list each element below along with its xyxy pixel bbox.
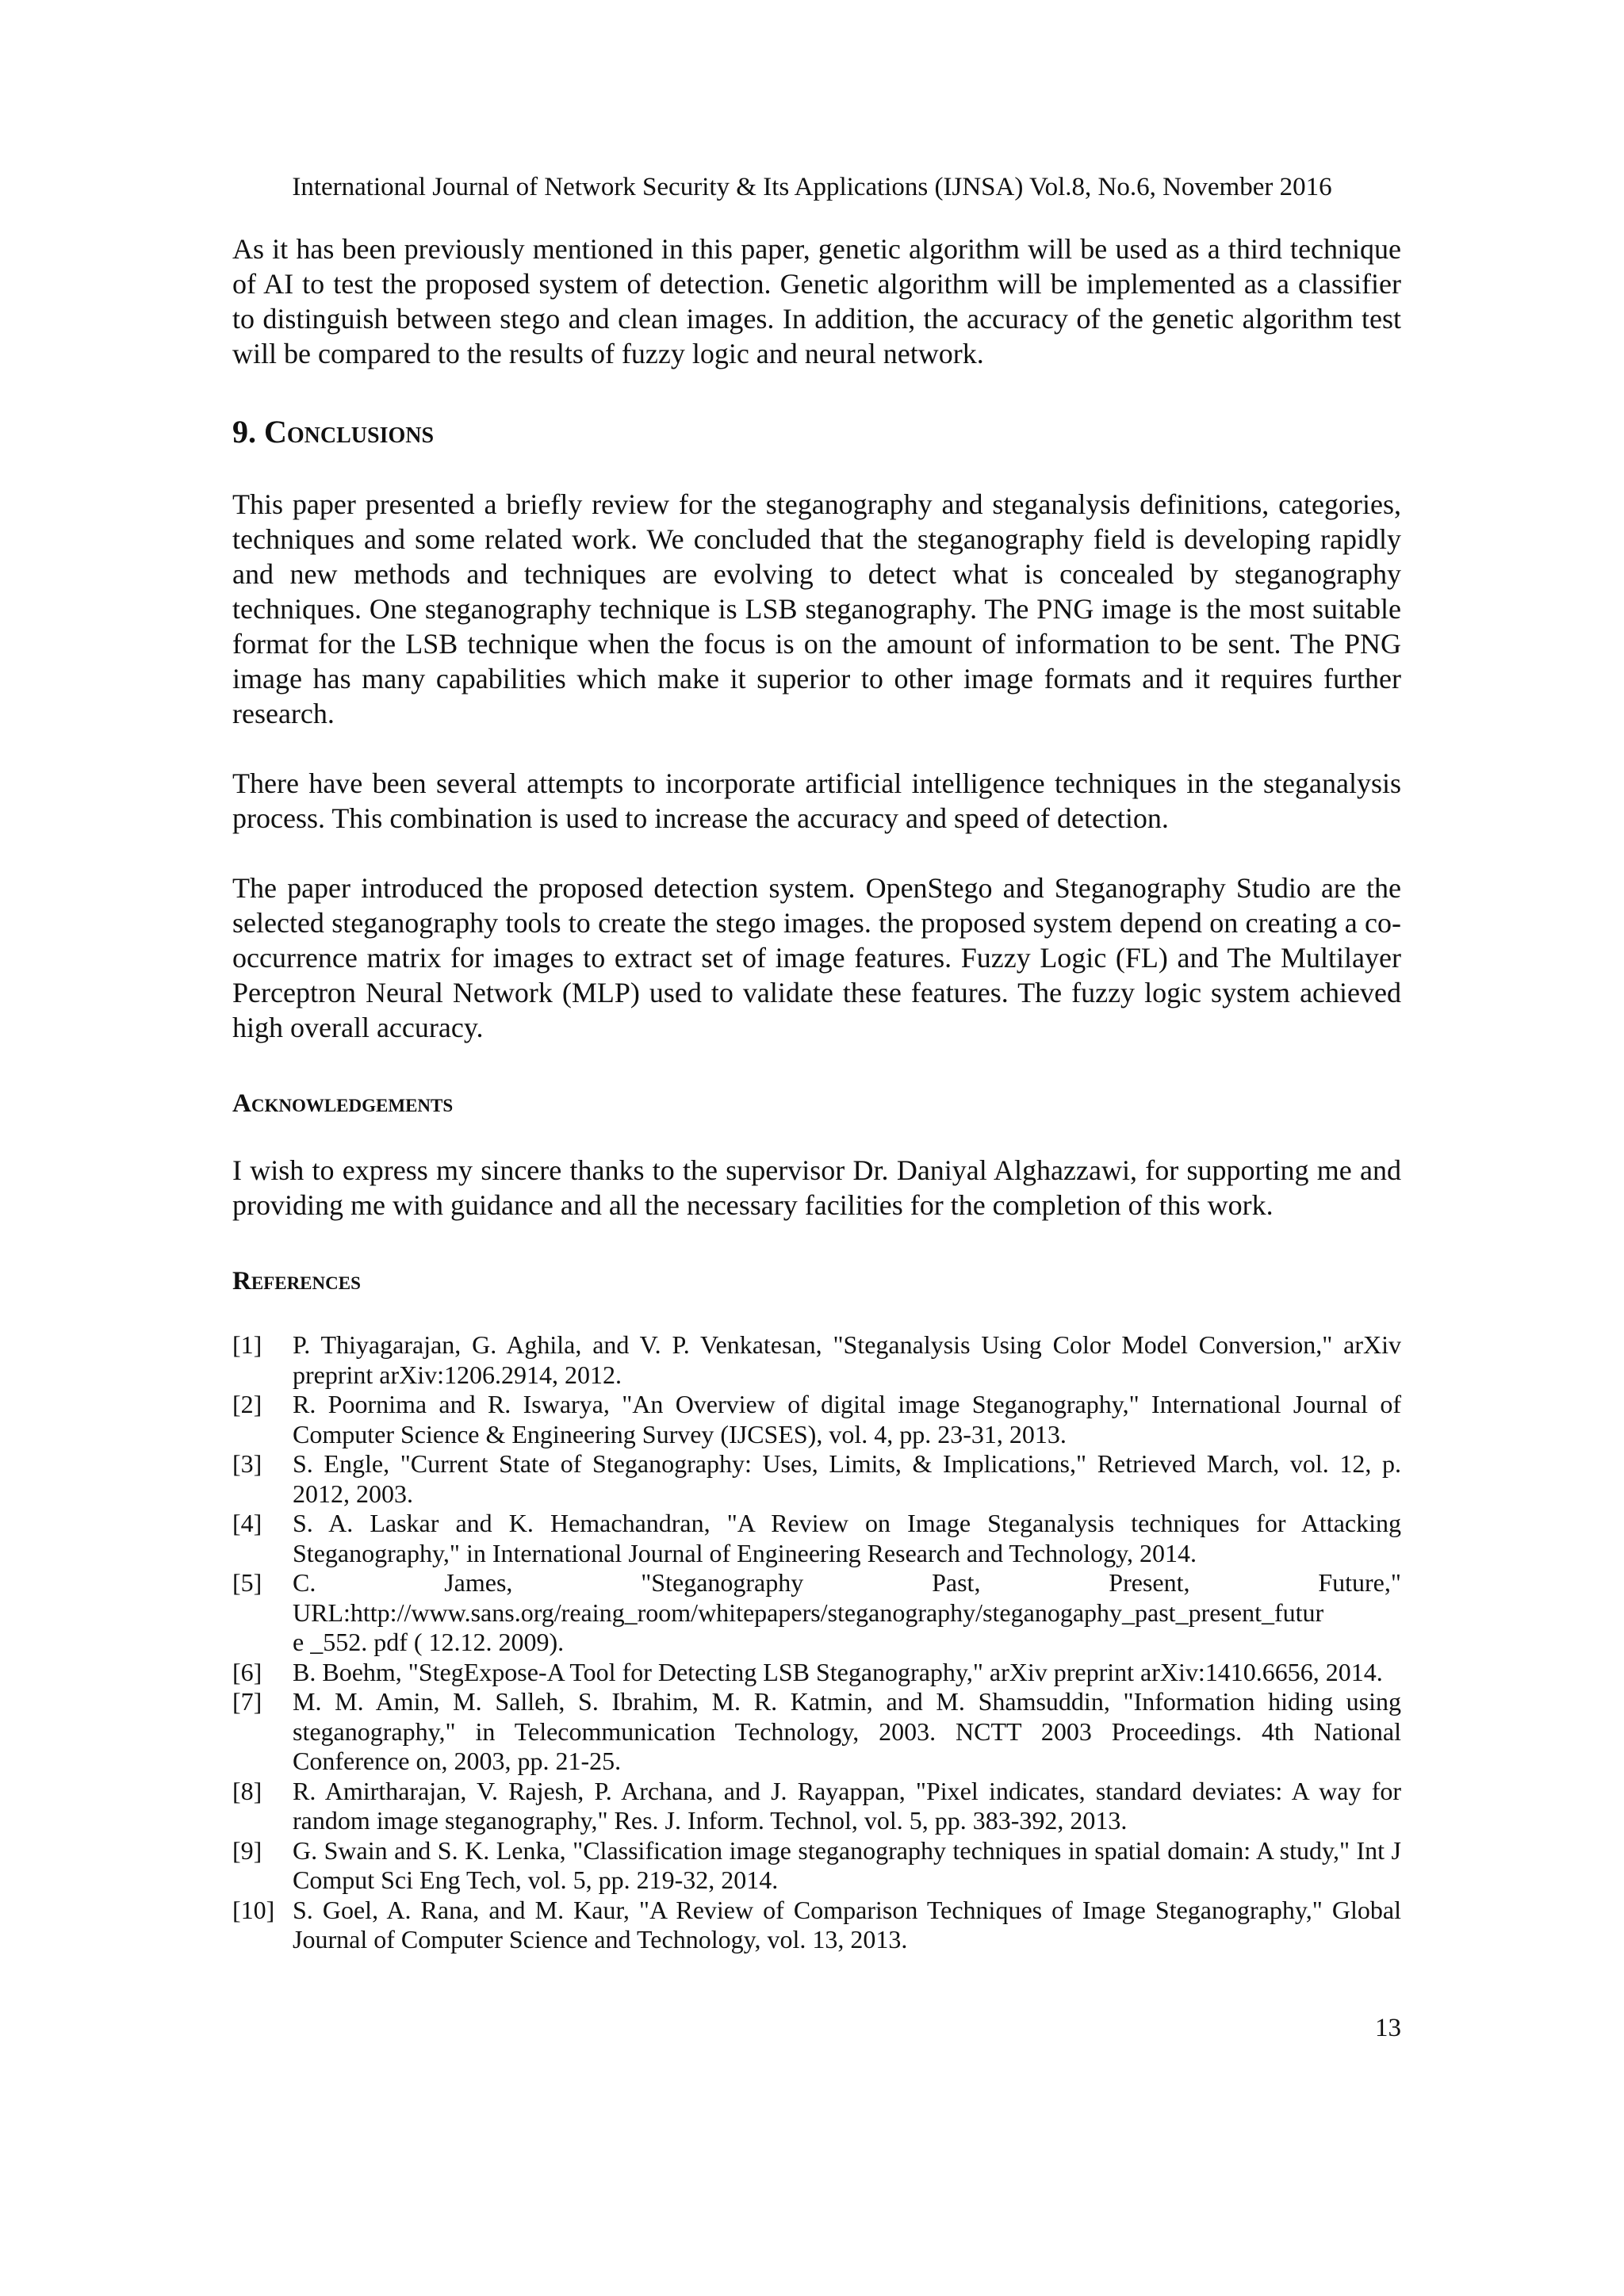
reference-5-word: Present, bbox=[1109, 1568, 1190, 1597]
reference-text: S. Goel, A. Rana, and M. Kaur, "A Review of Comparison Techniques of Image Steganography," Global Journal of Computer Science and Technology, vol. 13, 2013. bbox=[293, 1895, 1401, 1954]
reference-item-5 bbox=[232, 1568, 1401, 1658]
conclusions-heading: 9. Conclusions bbox=[232, 414, 435, 450]
reference-item-8 bbox=[232, 1777, 1401, 1836]
reference-url: URL:http://www.sans.org/reaing_room/whitepapers/steganography/steganogaphy_past_present_futur bbox=[293, 1598, 1324, 1627]
reference-number: [4] bbox=[232, 1509, 262, 1537]
reference-text: G. Swain and S. K. Lenka, "Classification image steganography techniques in spatial domain: A study," Int J Comput Sci Eng Tech, vol. 5, pp. 219-32, 2014. bbox=[293, 1835, 1401, 1894]
reference-5-word: James, bbox=[444, 1568, 513, 1597]
reference-number: [9] bbox=[232, 1835, 262, 1865]
acknowledgements-text: I wish to express my sincere thanks to the supervisor Dr. Daniyal Alghazzawi, for supporting me and providing me with guidance and all the necessary facilities for the completion of this work. bbox=[232, 1154, 1401, 1221]
reference-number: [7] bbox=[232, 1687, 262, 1716]
reference-item-9 bbox=[232, 1836, 1401, 1896]
reference-text: B. Boehm, "StegExpose-A Tool for Detecting LSB Steganography," arXiv preprint arXiv:1410.6656, 2014. bbox=[293, 1657, 1383, 1686]
page-number: 13 bbox=[1375, 2014, 1401, 2042]
reference-item-1 bbox=[232, 1330, 1401, 1390]
acknowledgements-heading: Acknowledgements bbox=[232, 1089, 454, 1118]
running-header: International Journal of Network Security & Its Applications (IJNSA) Vol.8, No.6, November 2016 bbox=[292, 173, 1332, 201]
conclusions-paragraph-2: There have been several attempts to incorporate artificial intelligence techniques in the steganalysis process. This combination is used to increase the accuracy and speed of detection. bbox=[232, 767, 1401, 834]
reference-5-word: Past, bbox=[932, 1568, 981, 1597]
reference-text: P. Thiyagarajan, G. Aghila, and V. P. Venkatesan, "Steganalysis Using Color Model Conversion," arXiv preprint arXiv:1206.2914, 2012. bbox=[293, 1330, 1401, 1389]
reference-item-3 bbox=[232, 1449, 1401, 1509]
reference-item-6 bbox=[232, 1658, 1401, 1688]
reference-number: [6] bbox=[232, 1657, 262, 1686]
reference-5-first-line bbox=[293, 1568, 1401, 1598]
reference-item-4 bbox=[232, 1509, 1401, 1568]
reference-text: S. A. Laskar and K. Hemachandran, "A Review on Image Steganalysis techniques for Attacking Steganography," in International Journal of Engineering Research and Technology, 2014. bbox=[293, 1509, 1401, 1567]
reference-text: M. M. Amin, M. Salleh, S. Ibrahim, M. R. Katmin, and M. Shamsuddin, "Information hiding using steganography," in Telecommunication Technology, 2003. NCTT 2003 Proceedings. 4th National Conference on, 2003, pp. 21-25. bbox=[293, 1687, 1401, 1775]
reference-item-2 bbox=[232, 1390, 1401, 1449]
reference-list bbox=[232, 1330, 1401, 1955]
reference-number: [3] bbox=[232, 1449, 262, 1478]
reference-number: [2] bbox=[232, 1390, 262, 1418]
reference-text: R. Poornima and R. Iswarya, "An Overview of digital image Steganography," International Journal of Computer Science & Engineering Survey (IJCSES), vol. 4, pp. 23-31, 2013. bbox=[293, 1390, 1401, 1448]
intro-paragraph: As it has been previously mentioned in this paper, genetic algorithm will be used as a third technique of AI to test the proposed system of detection. Genetic algorithm will be implemented as a classifier to distinguish between stego and clean images. In addition, the accuracy of the genetic algorithm test will be compared to the results of fuzzy logic and neural network. bbox=[232, 233, 1401, 369]
page-body bbox=[232, 232, 1401, 1955]
reference-text: R. Amirtharajan, V. Rajesh, P. Archana, and J. Rayappan, "Pixel indicates, standard deviates: A way for random image steganography," Res. J. Inform. Technol, vol. 5, pp. 383-392, 2013. bbox=[293, 1776, 1401, 1835]
reference-5-word: "Steganography bbox=[641, 1568, 804, 1597]
reference-item-7 bbox=[232, 1687, 1401, 1777]
reference-5-word: Future," bbox=[1318, 1568, 1401, 1597]
reference-text: e _552. pdf ( 12.12. 2009). bbox=[293, 1628, 565, 1656]
reference-number: [1] bbox=[232, 1330, 262, 1359]
conclusions-paragraph-1: This paper presented a briefly review for the steganography and steganalysis definitions, categories, techniques and some related work. We concluded that the steganography field is developing rapidly and new methods and techniques are evolving to detect what is concealed by steganography techniques. One steganography technique is LSB steganography. The PNG image is the most suitable format for the LSB technique when the focus is on the amount of information to be sent. The PNG image has many capabilities which make it superior to other image formats and it requires further research. bbox=[232, 488, 1401, 729]
conclusions-paragraph-3: The paper introduced the proposed detection system. OpenStego and Steganography Studio are the selected steganography tools to create the stego images. the proposed system depend on creating a co-occurrence matrix for images to extract set of image features. Fuzzy Logic (FL) and The Multilayer Perceptron Neural Network (MLP) used to validate these features. The fuzzy logic system achieved high overall accuracy. bbox=[232, 872, 1401, 1043]
reference-number: [5] bbox=[232, 1568, 262, 1597]
reference-5-word: C. bbox=[293, 1568, 316, 1597]
reference-item-10 bbox=[232, 1896, 1401, 1955]
reference-number: [8] bbox=[232, 1776, 262, 1805]
reference-number: [10] bbox=[232, 1895, 275, 1924]
reference-text: S. Engle, "Current State of Steganography: Uses, Limits, & Implications," Retrieved March, vol. 12, p. 2012, 2003. bbox=[293, 1449, 1401, 1508]
references-heading: References bbox=[232, 1267, 361, 1295]
